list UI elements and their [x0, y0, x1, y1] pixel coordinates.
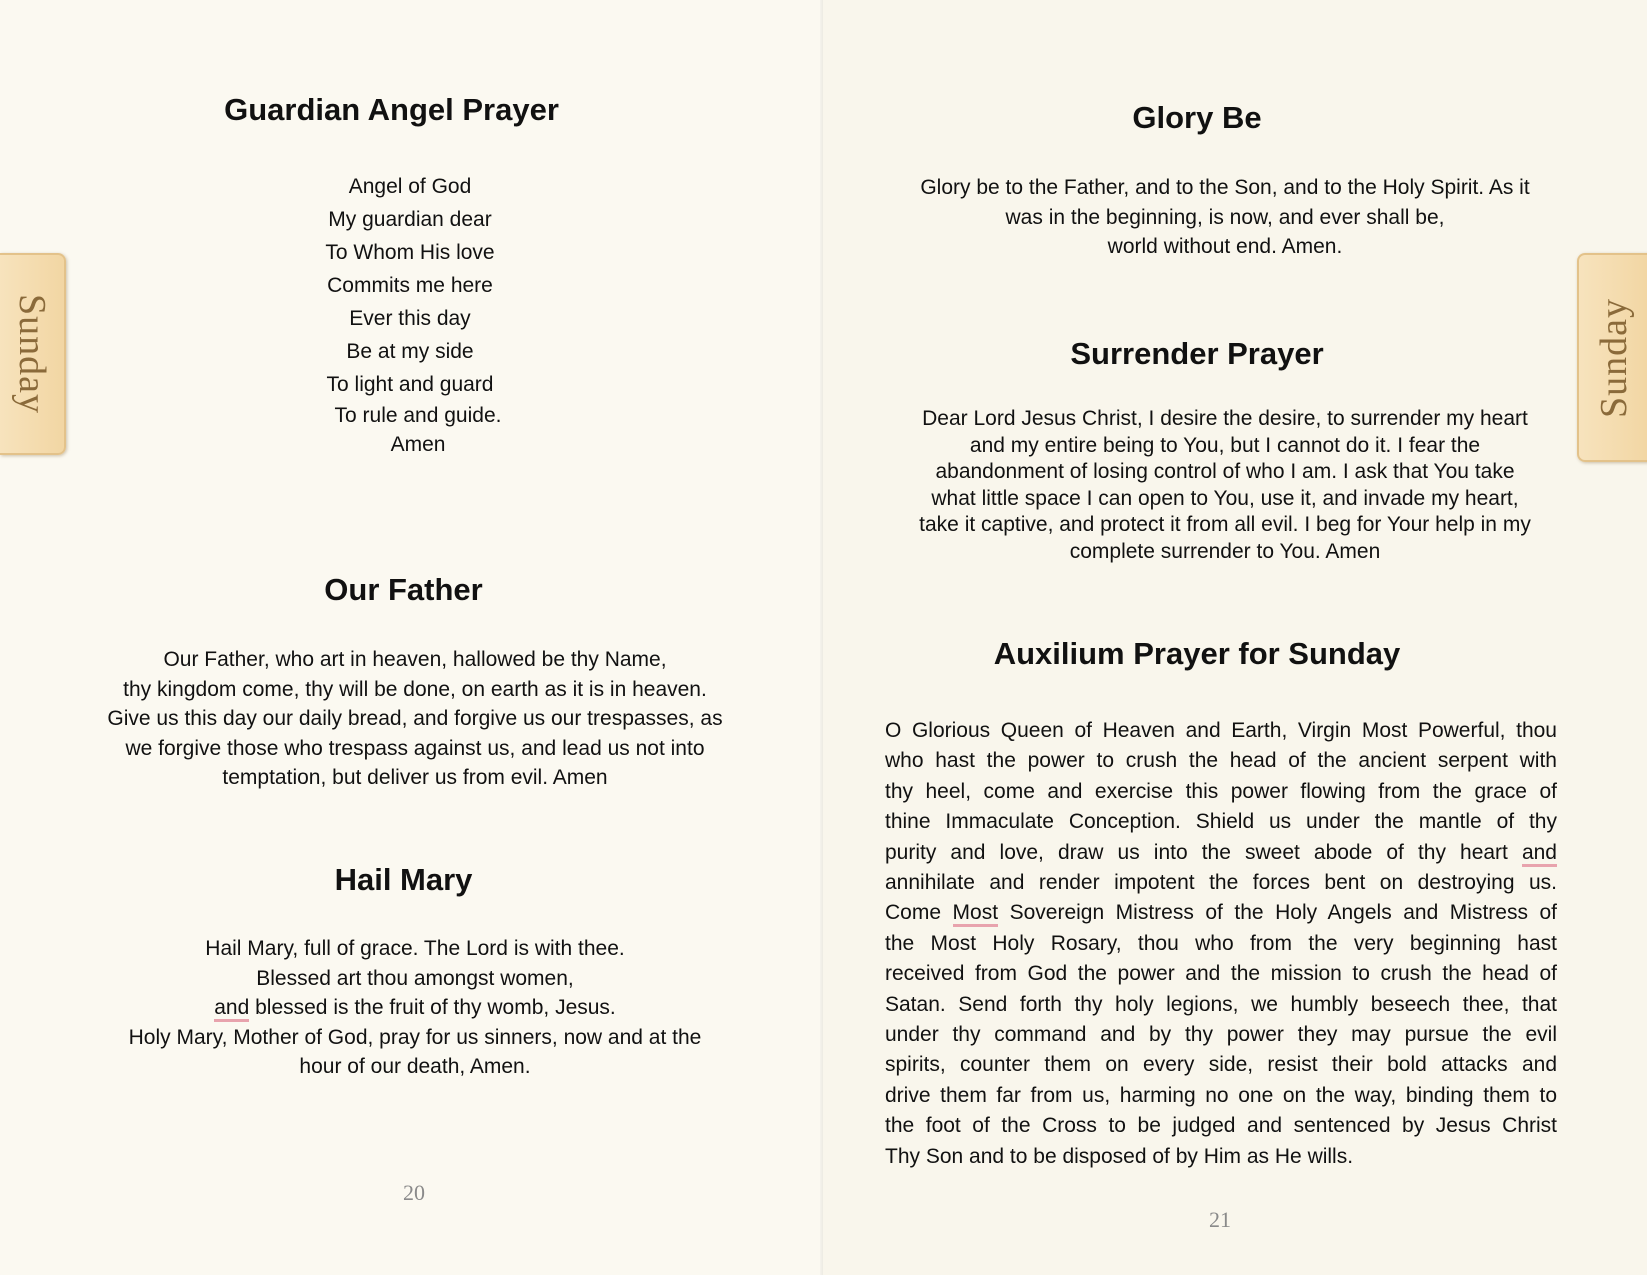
our-father-line: Give us this day our daily bread, and forgive us our trespasses, as — [107, 707, 723, 730]
guardian-angel-line: Amen — [390, 433, 446, 456]
our-father-title-text: Our Father — [324, 572, 483, 607]
guardian-angel-line: Be at my side — [346, 340, 474, 363]
auxilium-line: thine Immaculate Conception. Shield us under the mantle of thy — [885, 810, 1557, 834]
auxilium-line: who hast the power to crush the head of the ancient serpent with — [885, 749, 1557, 773]
section-tab-sunday-left[interactable] — [0, 253, 66, 455]
guardian-angel-line: Ever this day — [349, 307, 471, 330]
auxilium-line: Satan. Send forth thy holy legions, we humbly beseech thee, that — [885, 992, 1557, 1016]
auxilium-line: under thy command and by thy power they may pursue the evil — [885, 1023, 1557, 1047]
auxilium-line: spirits, counter them on every side, resist their bold attacks and — [885, 1053, 1557, 1077]
page-number: 20 — [403, 1180, 425, 1205]
guardian-angel-line: Angel of God — [348, 175, 472, 198]
hail-mary-line — [60, 993, 770, 1023]
left-page — [0, 0, 823, 1275]
surrender-prayer-title-text: Surrender Prayer — [1070, 336, 1324, 371]
guardian-angel-line: To light and guard — [326, 373, 494, 396]
auxilium-line-part: purity and love, draw us into the sweet abode of thy heart — [885, 840, 1522, 864]
auxilium-prayer-body — [885, 716, 1557, 1172]
auxilium-line-part: Come — [885, 901, 953, 925]
hail-mary-title-text: Hail Mary — [334, 862, 473, 897]
our-father-body — [60, 645, 770, 793]
auxilium-line: the Most Holy Rosary, thou who from the very beginning hast — [885, 931, 1557, 955]
section-tab-sunday-right[interactable] — [1577, 253, 1647, 462]
guardian-angel-line: My guardian dear — [328, 208, 492, 231]
hail-mary-line: Blessed art thou amongst women, — [256, 966, 574, 990]
auxilium-prayer-title — [823, 636, 1647, 672]
auxilium-line: received from God the power and the mission to crush the head of — [885, 962, 1557, 986]
hail-mary-line: hour of our death, Amen. — [299, 1055, 531, 1078]
auxilium-line — [885, 898, 1557, 928]
surrender-line: take it captive, and protect it from all evil. I beg for Your help in my — [919, 513, 1531, 536]
spellcheck-underline: and — [214, 996, 249, 1022]
hail-mary-line: Holy Mary, Mother of God, pray for us sinners, now and at the — [128, 1025, 702, 1049]
surrender-line: complete surrender to You. Amen — [1069, 539, 1381, 563]
auxilium-line: annihilate and render impotent the forces bent on destroying us. — [885, 871, 1557, 895]
auxilium-line: O Glorious Queen of Heaven and Earth, Virgin Most Powerful, thou — [885, 719, 1557, 742]
our-father-line: we forgive those who trespass against us, and lead us not into — [125, 736, 705, 760]
our-father-line: thy kingdom come, thy will be done, on earth as it is in heaven. — [123, 677, 707, 701]
surrender-prayer-body — [885, 406, 1565, 565]
auxilium-line — [885, 838, 1557, 868]
spellcheck-underline: and — [1522, 841, 1557, 867]
glory-be-body — [885, 173, 1565, 262]
tab-label: Sunday — [1593, 297, 1635, 418]
auxilium-prayer-title-text: Auxilium Prayer for Sunday — [993, 636, 1401, 671]
spellcheck-underline: Most — [953, 901, 999, 927]
auxilium-line-part: Sovereign Mistress of the Holy Angels and Mistress of — [998, 901, 1557, 925]
our-father-line: Our Father, who art in heaven, hallowed be thy Name, — [163, 648, 667, 671]
tab-label: Sunday — [11, 294, 53, 414]
surrender-line: and my entire being to You, but I cannot do it. I fear the — [969, 433, 1481, 457]
surrender-prayer-title — [823, 336, 1647, 372]
our-father-title — [0, 572, 823, 608]
hail-mary-line: Hail Mary, full of grace. The Lord is with thee. — [205, 937, 625, 960]
guardian-angel-line: To Whom His love — [325, 241, 495, 264]
guardian-angel-line: Commits me here — [327, 274, 493, 297]
guardian-angel-title-text: Guardian Angel Prayer — [224, 92, 559, 127]
auxilium-line: Thy Son and to be disposed of by Him as He wills. — [885, 1144, 1354, 1168]
right-page — [823, 0, 1647, 1275]
glory-be-line: Glory be to the Father, and to the Son, and to the Holy Spirit. As it — [920, 176, 1530, 199]
auxilium-line: the foot of the Cross to be judged and sentenced by Jesus Christ — [885, 1114, 1557, 1138]
auxilium-line: thy heel, come and exercise this power flowing from the grace of — [885, 779, 1557, 803]
our-father-line: temptation, but deliver us from evil. Amen — [222, 766, 608, 789]
glory-be-title-text: Glory Be — [1132, 100, 1262, 135]
guardian-angel-body — [280, 171, 540, 459]
surrender-line: what little space I can open to You, use it, and invade my heart, — [931, 486, 1519, 510]
hail-mary-title — [0, 862, 823, 898]
surrender-line: Dear Lord Jesus Christ, I desire the desire, to surrender my heart — [922, 407, 1528, 430]
auxilium-line: drive them far from us, harming no one on the way, binding them to — [885, 1083, 1557, 1107]
surrender-line: abandonment of losing control of who I am. I ask that You take — [935, 460, 1515, 483]
glory-be-line: world without end. Amen. — [1107, 235, 1343, 258]
glory-be-title — [823, 100, 1647, 136]
guardian-angel-line: To rule and guide. — [334, 404, 502, 427]
hail-mary-body — [60, 934, 770, 1082]
guardian-angel-title — [0, 92, 823, 128]
glory-be-line: was in the beginning, is now, and ever shall be, — [1005, 205, 1445, 229]
page-number: 21 — [1209, 1207, 1231, 1232]
hail-mary-line-rest: blessed is the fruit of thy womb, Jesus. — [249, 996, 616, 1019]
